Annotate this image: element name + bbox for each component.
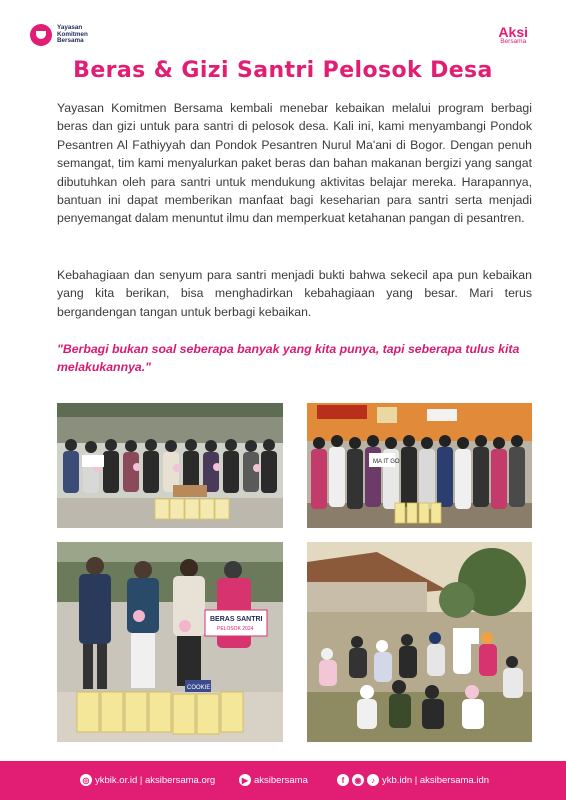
logo-line-1: Yayasan <box>57 24 83 32</box>
photo-santri-group-2 <box>307 403 532 528</box>
footer <box>0 761 566 800</box>
logo-aksi: Aksi <box>498 24 528 40</box>
photo-outdoor-group <box>307 542 532 742</box>
ykb-logo <box>30 24 88 46</box>
paragraph-closing: Kebahagiaan dan senyum para santri menjadi bukti bahwa sekecil apa pun kebaikan yang kita berikan, bisa menghadirkan kebahagiaan yang besar. Mari terus bergandengan tangan untuk berbagi kebaikan. <box>57 268 532 319</box>
facebook-icon: f <box>337 774 349 786</box>
logo-text <box>57 25 88 45</box>
paragraph-intro: Yayasan Komitmen Bersama kembali menebar kebaikan melalui program berbagi beras dan gizi untuk para santri di pelosok desa. Kali ini, kami menyambangi Pondok Pesantren Al Fathiyyah dan Pondok Pesantren Nurul Ma'ani di Bogor. Dengan penuh semangat, tim kami menyalurkan paket beras dan bahan makanan bergizi yang sangat dibutuhkan oleh para santri untuk mendukung aktivitas belajar mereka. Harapannya, bantuan ini dapat memberikan manfaat bagi keseharian para santri serta menjadi penyemangat dalam menuntut ilmu dan memperkuat ketahanan pangan di pesantren. <box>57 101 532 226</box>
heart-hands-logo-icon <box>30 24 52 46</box>
youtube-icon: ▶ <box>239 774 251 786</box>
banner-text: BERAS SANTRI <box>210 616 263 623</box>
quote: "Berbagi bukan soal seberapa banyak yang kita punya, tapi seberapa tulus kita melakukannya." <box>57 342 520 375</box>
tiktok-icon: ♪ <box>367 774 379 786</box>
footer-website-text: ykbik.or.id | aksibersama.org <box>95 774 216 786</box>
footer-website[interactable] <box>80 774 215 786</box>
globe-icon: ◎ <box>80 774 92 786</box>
sign-text: MA IT GO <box>373 459 400 465</box>
footer-social[interactable] <box>337 774 489 786</box>
logo-line-2: Komitmen <box>57 30 88 38</box>
photo-handover <box>57 542 283 742</box>
footer-youtube-text: aksibersama <box>254 774 308 786</box>
box-label: COOKIE <box>187 685 211 691</box>
instagram-icon: ◉ <box>352 774 364 786</box>
footer-youtube[interactable] <box>239 774 308 786</box>
banner-subtext: PELOSOK 2024 <box>217 626 254 632</box>
logo-bersama: Bersama <box>500 38 527 45</box>
logo-line-3: Bersama <box>57 37 84 45</box>
photo-santri-group-1 <box>57 403 283 528</box>
aksi-bersama-logo <box>498 26 528 45</box>
footer-social-text: ykb.idn | aksibersama.idn <box>382 774 490 786</box>
page-title: Beras & Gizi Santri Pelosok Desa <box>73 58 493 83</box>
